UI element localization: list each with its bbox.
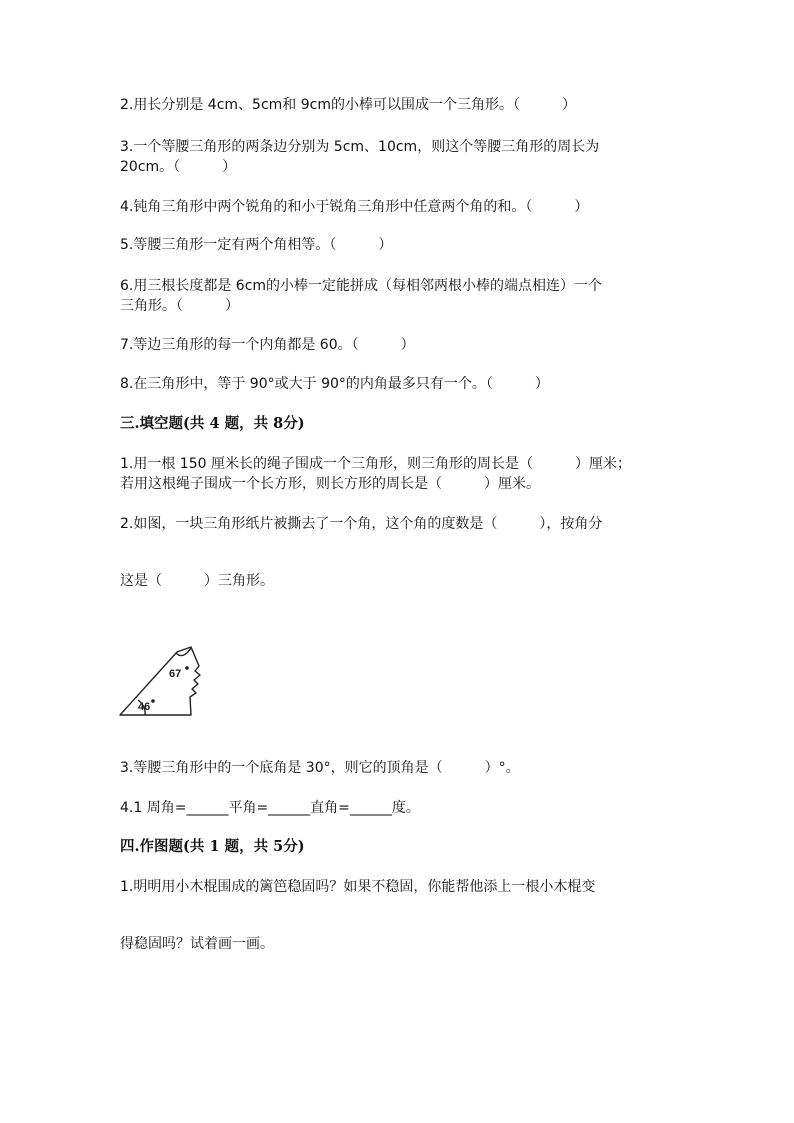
judge-question-6-line2: 三角形。（ ）: [120, 298, 239, 314]
section-3-heading: 三.填空题(共 4 题，共 8分): [120, 415, 305, 432]
judge-question-4: 4.钝角三角形中两个锐角的和小于锐角三角形中任意两个角的和。（ ）: [120, 199, 589, 215]
fill-question-4: 4.1 周角=______平角=______直角=______度。: [120, 800, 420, 816]
fill-question-2-line2: 这是（ ）三角形。: [120, 573, 274, 589]
section-4-heading: 四.作图题(共 1 题，共 5分): [120, 838, 305, 855]
fill-question-1-line2: 若用这根绳子围成一个长方形，则长方形的周长是（ ）厘米。: [120, 476, 540, 492]
judge-question-6-line1: 6.用三根长度都是 6cm的小棒一定能拼成（每相邻两根小棒的端点相连）一个: [120, 278, 603, 294]
judge-question-8: 8.在三角形中，等于 90°或大于 90°的内角最多只有一个。（ ）: [120, 376, 549, 392]
angle-bottom-label: 46: [138, 701, 151, 713]
draw-question-1-line2: 得稳固吗？试着画一画。: [120, 936, 274, 952]
judge-question-5: 5.等腰三角形一定有两个角相等。（ ）: [120, 237, 393, 253]
angle-top-label: 67: [169, 668, 182, 680]
judge-question-3-line1: 3.一个等腰三角形的两条边分别为 5cm、10cm，则这个等腰三角形的周长为: [120, 139, 600, 155]
fill-question-1-line1: 1.用一根 150 厘米长的绳子围成一个三角形，则三角形的周长是（ ）厘米；: [120, 456, 631, 472]
judge-question-2: 2.用长分别是 4cm、5cm和 9cm的小棒可以围成一个三角形。（ ）: [120, 97, 576, 113]
judge-question-7: 7.等边三角形的每一个内角都是 60。（ ）: [120, 337, 415, 353]
fill-question-2-line1: 2.如图，一块三角形纸片被撕去了一个角，这个角的度数是（ ），按角分: [120, 516, 603, 532]
fill-question-3: 3.等腰三角形中的一个底角是 30°，则它的顶角是（ ）°。: [120, 760, 520, 776]
draw-question-1-line1: 1.明明用小木棍围成的篱笆稳固吗？如果不稳固，你能帮他添上一根小木棍变: [120, 879, 596, 895]
torn-triangle-figure: [115, 640, 205, 720]
judge-question-3-line2: 20cm。（ ）: [120, 159, 237, 175]
